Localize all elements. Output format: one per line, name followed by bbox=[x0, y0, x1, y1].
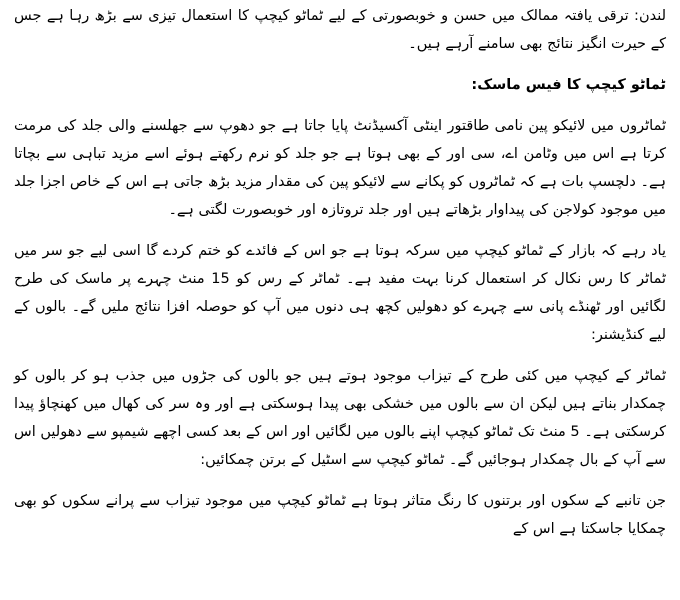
face-mask-paragraph: ٹماٹروں میں لائیکو پین نامی طاقتور اینٹی آکسیڈنٹ پایا جاتا ہے جو دھوپ سے جھلسنے والی جلد کی مرمت کرتا ہے اس میں وٹامن اے، سی اور کے بھی ہوتا ہے جو جلد کو نرم رکھتے ہوئے اسے مزید تباہی سے بچاتا ہے۔ دلچسپ بات ہے کہ ٹماٹروں کو پکانے سے لائیکو پین کی مقدار مزید بڑھ جاتی ہے اس کے خاص اجزا جلد میں موجود کولاجن کی پیداوار بڑھاتے ہیں اور جلد تروتازہ اور خوبصورت لگتی ہے۔ bbox=[14, 118, 666, 218]
copper-coins-paragraph: جن تانبے کے سکوں اور برتنوں کا رنگ متاثر ہوتا ہے ٹماٹو کیچپ میں موجود تیزاب سے پرانے سکوں کو بھی چمکایا جاسکتا ہے اس کے bbox=[14, 493, 666, 537]
article-body bbox=[14, 2, 666, 556]
hair-conditioner-paragraph: ٹماٹر کے کیچپ میں کئی طرح کے تیزاب موجود ہوتے ہیں جو بالوں کی جڑوں میں جذب ہو کر بالوں کو چمکدار بناتے ہیں لیکن ان سے بالوں میں خشکی بھی پیدا ہوسکتی ہے اور وہ سر کی کھال میں کھنچاؤ پیدا کرسکتی ہے۔ 5 منٹ تک ٹماٹو کیچپ اپنے بالوں میں لگائیں اور اس کے بعد کسی اچھے شیمپو سے دھولیں اس سے آپ کے بال چمکدار ہوجائیں گے۔ ٹماٹو کیچپ سے اسٹیل کے برتن چمکائیں: bbox=[14, 368, 666, 468]
vinegar-note-paragraph: یاد رہے کہ بازار کے ٹماٹو کیچپ میں سرکہ ہوتا ہے جو اس کے فائدے کو ختم کردے گا اسی لیے جو سر میں ٹماٹر کا رس نکال کر استعمال کرنا بہت مفید ہے۔ ٹماٹر کے رس کو 15 منٹ چہرے پر ماسک کی طرح لگائیں اور ٹھنڈے پانی سے چہرے کو دھولیں کچھ ہی دنوں میں آپ کو حوصلہ افزا نتائج ملیں گے۔ بالوں کے لیے کنڈیشنر: bbox=[14, 243, 667, 343]
intro-paragraph: لندن: ترقی یافتہ ممالک میں حسن و خوبصورتی کے لیے ٹماٹو کیچپ کا استعمال تیزی سے بڑھ رہا ہے جس کے حیرت انگیز نتائج بھی سامنے آرہے ہیں۔ bbox=[14, 8, 666, 52]
section-heading-face-mask: ٹماٹو کیچپ کا فیس ماسک: bbox=[471, 77, 666, 93]
